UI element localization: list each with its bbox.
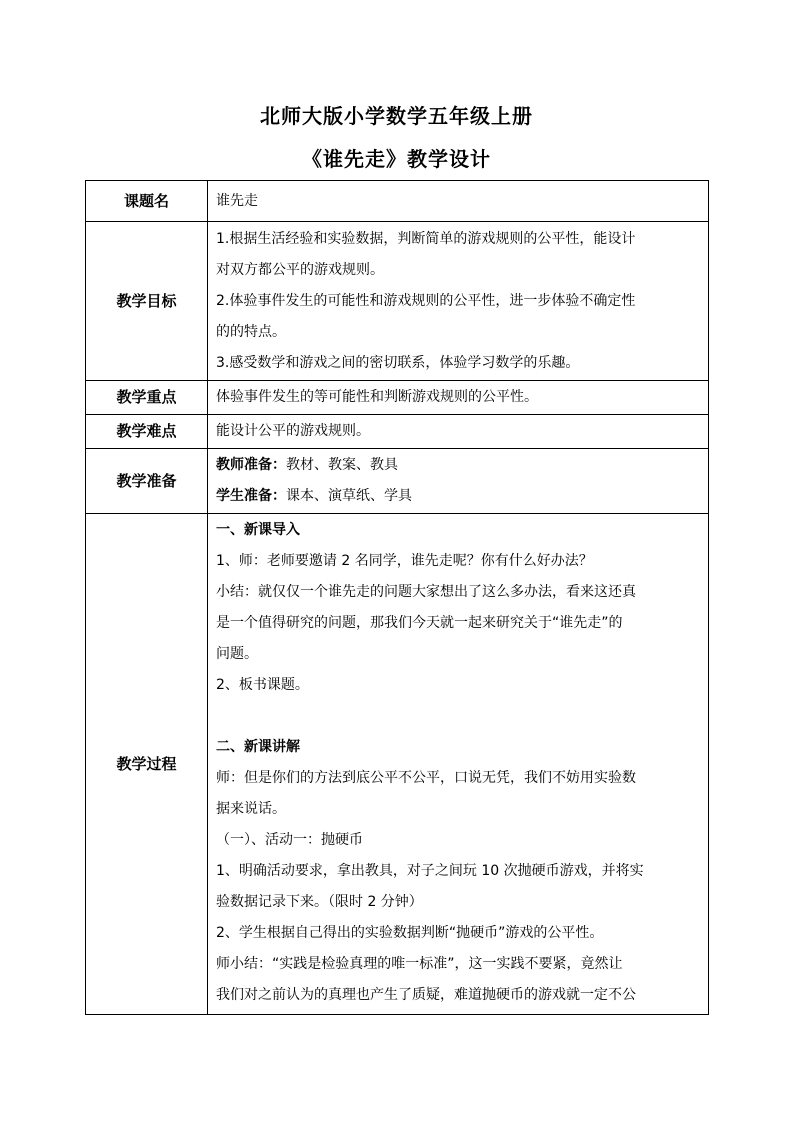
student-prep-label: 学生准备： — [216, 488, 286, 504]
process-line: （一）、活动一：抛硬币 — [216, 832, 363, 848]
lesson-plan-table — [85, 180, 709, 1015]
teacher-prep-line — [216, 450, 702, 481]
label-preparation: 教学准备 — [86, 449, 208, 514]
row-topic — [86, 181, 709, 222]
process-line: 验数据记录下来。（限时 2 分钟） — [216, 894, 423, 910]
row-difficulties — [86, 415, 709, 449]
process-line: 师：但是你们的方法到底公平不公平，口说无凭，我们不妨用实验数 — [216, 770, 636, 786]
process-line: 问题。 — [216, 646, 258, 662]
goal-line: 对双方都公平的游戏规则。 — [216, 261, 384, 278]
blank-line — [216, 701, 702, 732]
goal-line: 2.体验事件发生的可能性和游戏规则的公平性，进一步体验不确定性 — [216, 292, 636, 309]
difficulties-value: 能设计公平的游戏规则。 — [208, 415, 709, 449]
process-line: 师小结：“实践是检验真理的唯一标准”，这一实践不要紧，竟然让 — [216, 956, 623, 972]
process-line: 1、明确活动要求，拿出教具，对子之间玩 10 次抛硬币游戏，并将实 — [216, 863, 644, 879]
row-preparation — [86, 449, 709, 514]
document-title: 北师大版小学数学五年级上册 — [260, 104, 533, 128]
row-process — [86, 514, 709, 1015]
topic-value: 谁先走 — [208, 181, 709, 222]
section-heading: 一、新课导入 — [216, 522, 300, 538]
teacher-prep-text: 教材、教案、教具 — [286, 457, 398, 473]
process-line: 是一个值得研究的问题，那我们今天就一起来研究关于“谁先走”的 — [216, 615, 623, 631]
student-prep-line — [216, 481, 702, 512]
label-process: 教学过程 — [86, 514, 208, 1015]
document-subtitle: 《谁先走》教学设计 — [302, 147, 491, 171]
label-difficulties: 教学难点 — [86, 415, 208, 449]
preparation-content — [208, 449, 709, 514]
goal-line: 3.感受数学和游戏之间的密切联系，体验学习数学的乐趣。 — [216, 354, 580, 371]
student-prep-text: 课本、演草纸、学具 — [286, 488, 412, 504]
label-goals: 教学目标 — [86, 222, 208, 381]
process-line: 2、板书课题。 — [216, 677, 309, 693]
process-line: 1、师：老师要邀请 2 名同学，谁先走呢？你有什么好办法？ — [216, 553, 593, 569]
goal-line: 的的特点。 — [216, 323, 286, 340]
goals-content — [208, 222, 709, 381]
row-key-points — [86, 381, 709, 415]
process-line: 据来说话。 — [216, 801, 286, 817]
row-goals — [86, 222, 709, 381]
section-heading: 二、新课讲解 — [216, 739, 300, 755]
label-key-points: 教学重点 — [86, 381, 208, 415]
key-points-value: 体验事件发生的等可能性和判断游戏规则的公平性。 — [208, 381, 709, 415]
process-content — [208, 514, 709, 1015]
label-topic: 课题名 — [86, 181, 208, 222]
goal-line: 1.根据生活经验和实验数据，判断简单的游戏规则的公平性，能设计 — [216, 230, 636, 247]
teacher-prep-label: 教师准备： — [216, 457, 286, 473]
process-line: 小结：就仅仅一个谁先走的问题大家想出了这么多办法，看来这还真 — [216, 584, 636, 600]
process-line: 2、学生根据自己得出的实验数据判断“抛硬币”游戏的公平性。 — [216, 925, 604, 941]
process-line: 我们对之前认为的真理也产生了质疑，难道抛硬币的游戏就一定不公 — [216, 987, 636, 1003]
